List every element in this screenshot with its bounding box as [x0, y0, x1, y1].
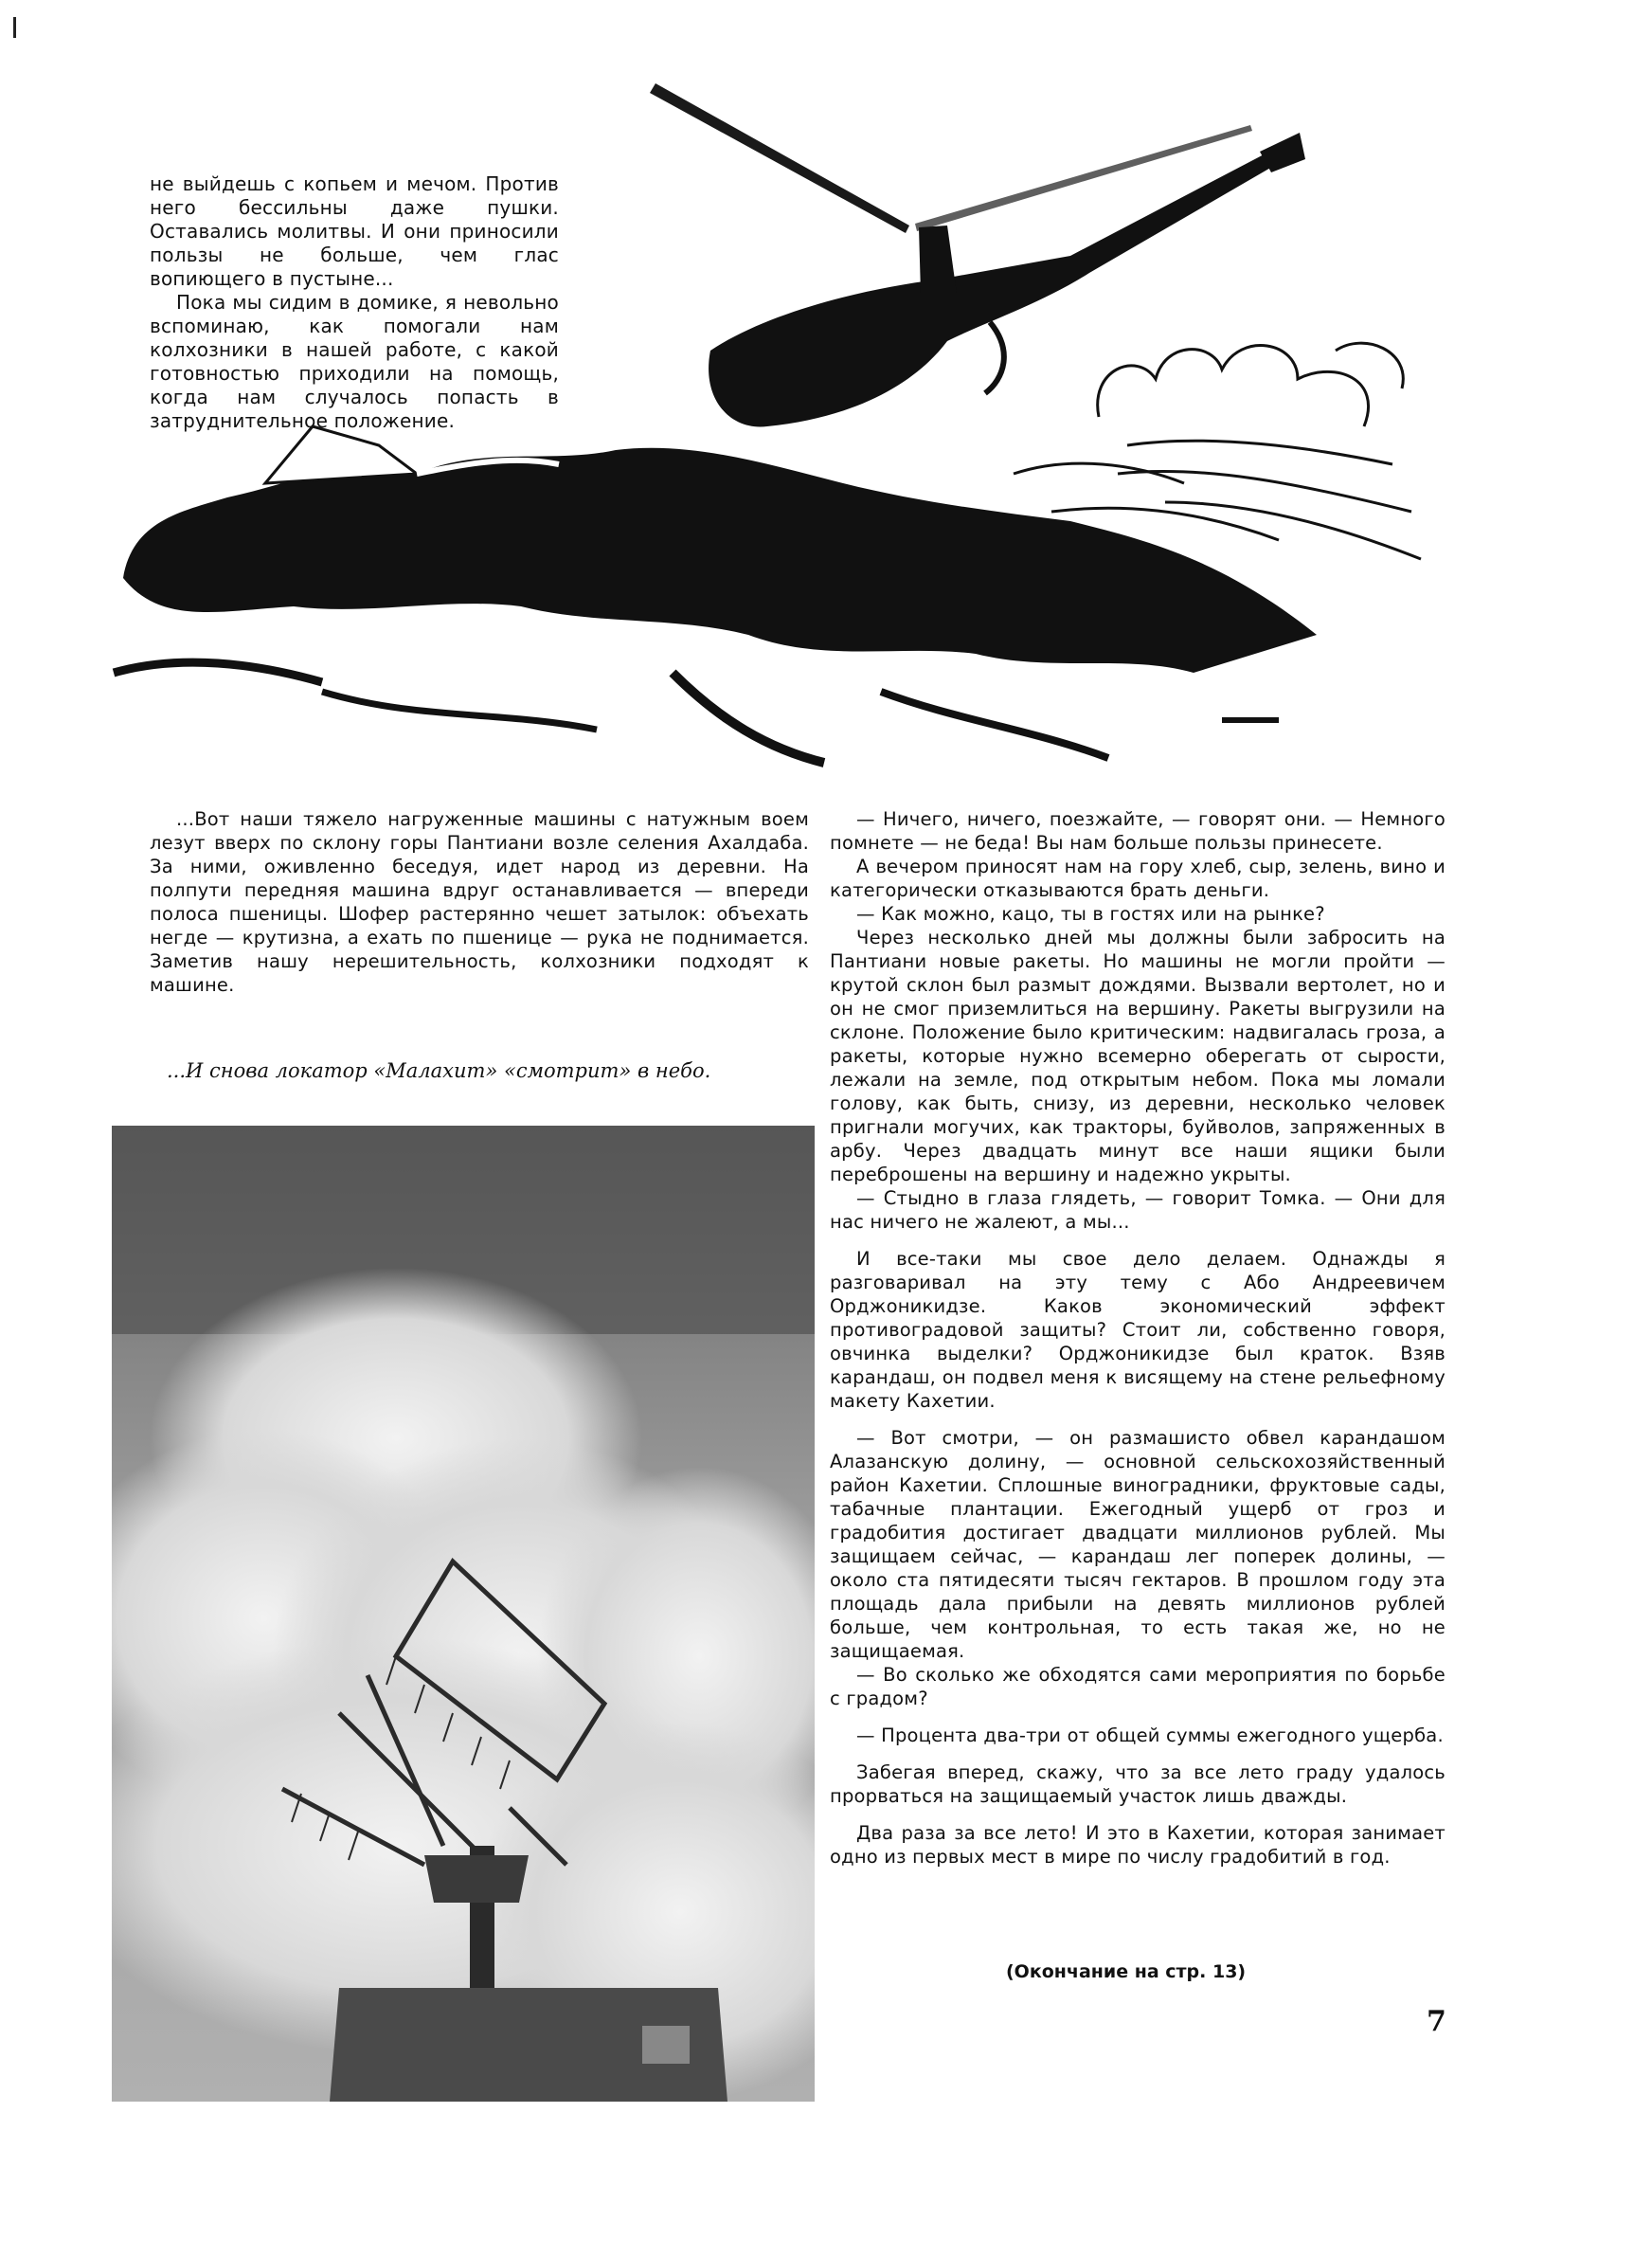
ground-streak-4	[881, 692, 1108, 758]
ground-streak-2	[322, 692, 597, 730]
right-paragraph-3: — Как можно, кацо, ты в гостях или на рынке?	[856, 903, 1325, 925]
right-paragraph-2: А вечером приносят нам на гору хлеб, сыр, зелень, вино и категорически отказываются брать деньги.	[830, 856, 1446, 901]
right-text-column	[830, 807, 1446, 1869]
right-paragraph-11: Два раза за все лето! И это в Кахетии, которая занимает одно из первых мест в мире по числу градобитий в год.	[830, 1822, 1446, 1868]
continuation-note: (Окончание на стр. 13)	[1006, 1961, 1247, 1982]
ground-streak-3	[673, 673, 824, 763]
right-paragraph-9: — Процента два-три от общей суммы ежегодного ущерба.	[856, 1724, 1444, 1746]
page-number: 7	[1427, 2005, 1446, 2038]
rotor-mast	[919, 226, 957, 294]
corner-mark	[13, 17, 16, 38]
radar-photo	[112, 1126, 815, 2102]
right-paragraph-1: — Ничего, ничего, поезжайте, — говорят они. — Немного помнете — не беда! Вы нам больше пользы принесете.	[830, 808, 1446, 854]
rotor-blade-right	[915, 125, 1252, 231]
cabin-window	[642, 2026, 690, 2064]
right-paragraph-6: И все-таки мы свое дело делаем. Однажды я разговаривал на эту тему с Або Андреевичем Орджоникидзе. Каков экономический эффект противоградовой защиты? Стоит ли, собственно говоря, овчинка выделки? Орджоникидзе был краток. Взяв карандаш, он подвел меня к висящему на стене рельефному макету Кахетии.	[830, 1248, 1446, 1412]
right-paragraph-7: — Вот смотри, — он размашисто обвел карандашом Алазанскую долину, — основной сельскохозяйственный район Кахетии. Сплошные виноградники, фруктовые сады, табачные плантации. Ежегодный ущерб от гроз и градобития достигает двадцати миллионов рублей. Мы защищаем сейчас, — карандаш лег поперек долины, — около ста пятидесяти тысяч гектаров. В прошлом году эта площадь дала прибыли на девять миллионов рублей больше, чем контрольная, то есть такая же, но не защищаемая.	[830, 1427, 1446, 1662]
landing-strut	[985, 322, 1004, 393]
right-paragraph-8: — Во сколько же обходятся сами мероприятия по борьбе с градом?	[830, 1664, 1446, 1709]
right-paragraph-10: Забегая вперед, скажу, что за все лето граду удалось прорваться на защищаемый участок лишь дважды.	[830, 1761, 1446, 1807]
photo-caption: ...И снова локатор «Малахит» «смотрит» в небо.	[167, 1059, 711, 1082]
radar-mount	[424, 1855, 529, 1903]
left-paragraph: ...Вот наши тяжело нагруженные машины с натужным воем лезут вверх по склону горы Пантиани возле селения Ахалдаба. За ними, оживленно беседуя, идет народ из деревни. На полпути передняя машина вдруг останавливается — впереди полоса пшеницы. Шофер растерянно чешет затылок: объехать негде — крутизна, а ехать по пшенице — рука не поднимается. Заметив нашу нерешительность, колхозники подходят к машине.	[150, 808, 809, 996]
rotor-blade-left	[650, 83, 909, 233]
right-paragraph-4: Через несколько дней мы должны были забросить на Пантиани новые ракеты. Но машины не могли пройти — крутой склон был размыт дождями. Вызвали вертолет, но и он не смог приземлиться на вершину. Ракеты выгрузили на склоне. Положение было критическим: надвигалась гроза, а ракеты, которые нужно всемерно оберегать от сырости, лежали на земле, под открытым небом. Пока мы ломали голову, как быть, снизу, из деревни, несколько человек пригнали могучих, как тракторы, буйволов, запряженных в арбу. Через двадцать минут все наши ящики были переброшены на вершину и надежно укрыты.	[830, 927, 1446, 1185]
right-paragraph-5: — Стыдно в глаза глядеть, — говорит Томка. — Они для нас ничего не жалеют, а мы...	[830, 1187, 1446, 1233]
mountain-peak-left	[265, 426, 417, 483]
left-text-column	[150, 807, 809, 997]
ground-streak-1	[114, 662, 322, 682]
top-paragraph-1: не выйдешь с копьем и мечом. Против него бессильны даже пушки. Оставались молитвы. И они приносили пользы не больше, чем глас вопиющего в пустыне...	[150, 172, 559, 290]
top-paragraph-2: Пока мы сидим в домике, я невольно вспоминаю, как помогали нам колхозники в нашей работе, с какой готовностью приходили на помощь, когда нам случалось попасть в затруднительное положение.	[150, 291, 559, 432]
helicopter-illustration	[104, 66, 1449, 786]
